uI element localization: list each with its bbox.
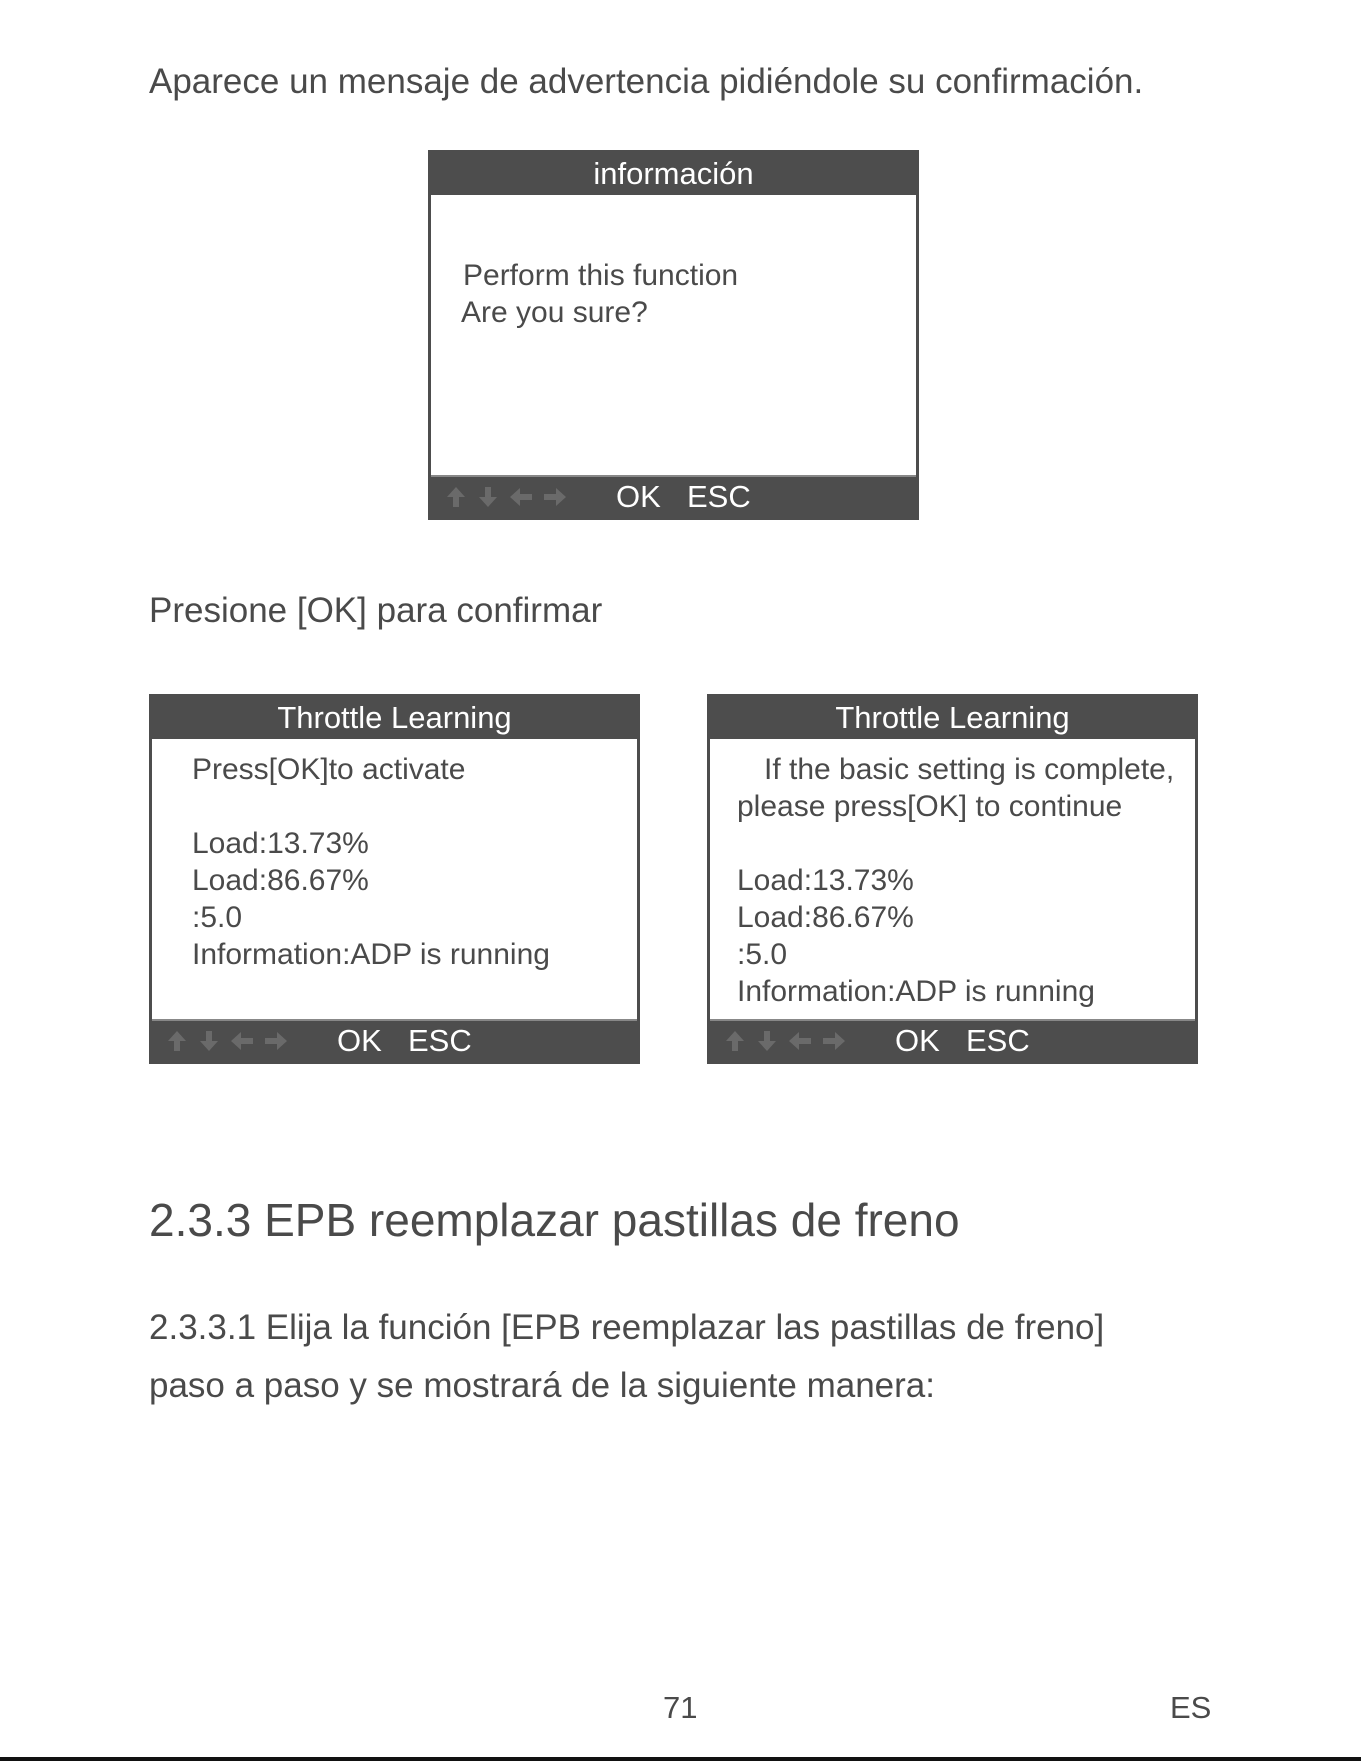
throttle-learning-screen-right [707, 694, 1198, 1064]
arrow-keys [722, 1021, 848, 1061]
page-language: ES [1170, 1690, 1212, 1725]
section-body-line: paso a paso y se mostrará de la siguiente manera: [149, 1366, 935, 1405]
screen-title: Throttle Learning [710, 697, 1195, 739]
dialog-content [431, 195, 916, 477]
right-arrow-icon [262, 1028, 290, 1054]
screen-bottombar [710, 1019, 1195, 1061]
screen-line: Load:13.73% [192, 827, 369, 860]
down-arrow-icon [475, 484, 501, 510]
confirm-text: Presione [OK] para confirmar [149, 591, 603, 630]
ok-button[interactable]: OK [616, 479, 661, 514]
arrow-keys [443, 477, 569, 517]
left-arrow-icon [507, 484, 535, 510]
screen-line: If the basic setting is complete, [764, 753, 1175, 786]
right-arrow-icon [820, 1028, 848, 1054]
confirmation-dialog [428, 150, 919, 520]
screen-bottombar [152, 1019, 637, 1061]
screen-line: Load:13.73% [737, 864, 914, 897]
throttle-learning-screen-left [149, 694, 640, 1064]
up-arrow-icon [164, 1028, 190, 1054]
screen-line: :5.0 [192, 901, 243, 934]
screen-content [152, 739, 637, 1021]
esc-button[interactable]: ESC [687, 479, 751, 514]
screen-line: Information:ADP is running [192, 938, 550, 971]
screen-line: Load:86.67% [192, 864, 369, 897]
screen-line: :5.0 [737, 938, 788, 971]
esc-button[interactable]: ESC [966, 1023, 1030, 1058]
page-number: 71 [663, 1690, 698, 1725]
ok-button[interactable]: OK [895, 1023, 940, 1058]
screen-line: please press[OK] to continue [737, 790, 1123, 823]
screen-title: Throttle Learning [152, 697, 637, 739]
ok-button[interactable]: OK [337, 1023, 382, 1058]
right-arrow-icon [541, 484, 569, 510]
up-arrow-icon [722, 1028, 748, 1054]
section-body-line: 2.3.3.1 Elija la función [EPB reemplazar las pastillas de freno] [149, 1308, 1105, 1347]
esc-button[interactable]: ESC [408, 1023, 472, 1058]
left-arrow-icon [786, 1028, 814, 1054]
down-arrow-icon [754, 1028, 780, 1054]
dialog-line: Perform this function [463, 259, 739, 292]
down-arrow-icon [196, 1028, 222, 1054]
dialog-title: información [431, 153, 916, 195]
screen-line: Press[OK]to activate [192, 753, 466, 786]
screen-content [710, 739, 1195, 1021]
screen-line: Load:86.67% [737, 901, 914, 934]
section-heading: 2.3.3 EPB reemplazar pastillas de freno [149, 1194, 960, 1246]
up-arrow-icon [443, 484, 469, 510]
section-body [149, 1299, 1104, 1415]
screen-line: Information:ADP is running [737, 975, 1095, 1008]
left-arrow-icon [228, 1028, 256, 1054]
arrow-keys [164, 1021, 290, 1061]
intro-text: Aparece un mensaje de advertencia pidiéndole su confirmación. [149, 62, 1144, 101]
bottom-rule [0, 1757, 1361, 1761]
dialog-line: Are you sure? [461, 296, 648, 329]
dialog-bottombar [431, 475, 916, 517]
